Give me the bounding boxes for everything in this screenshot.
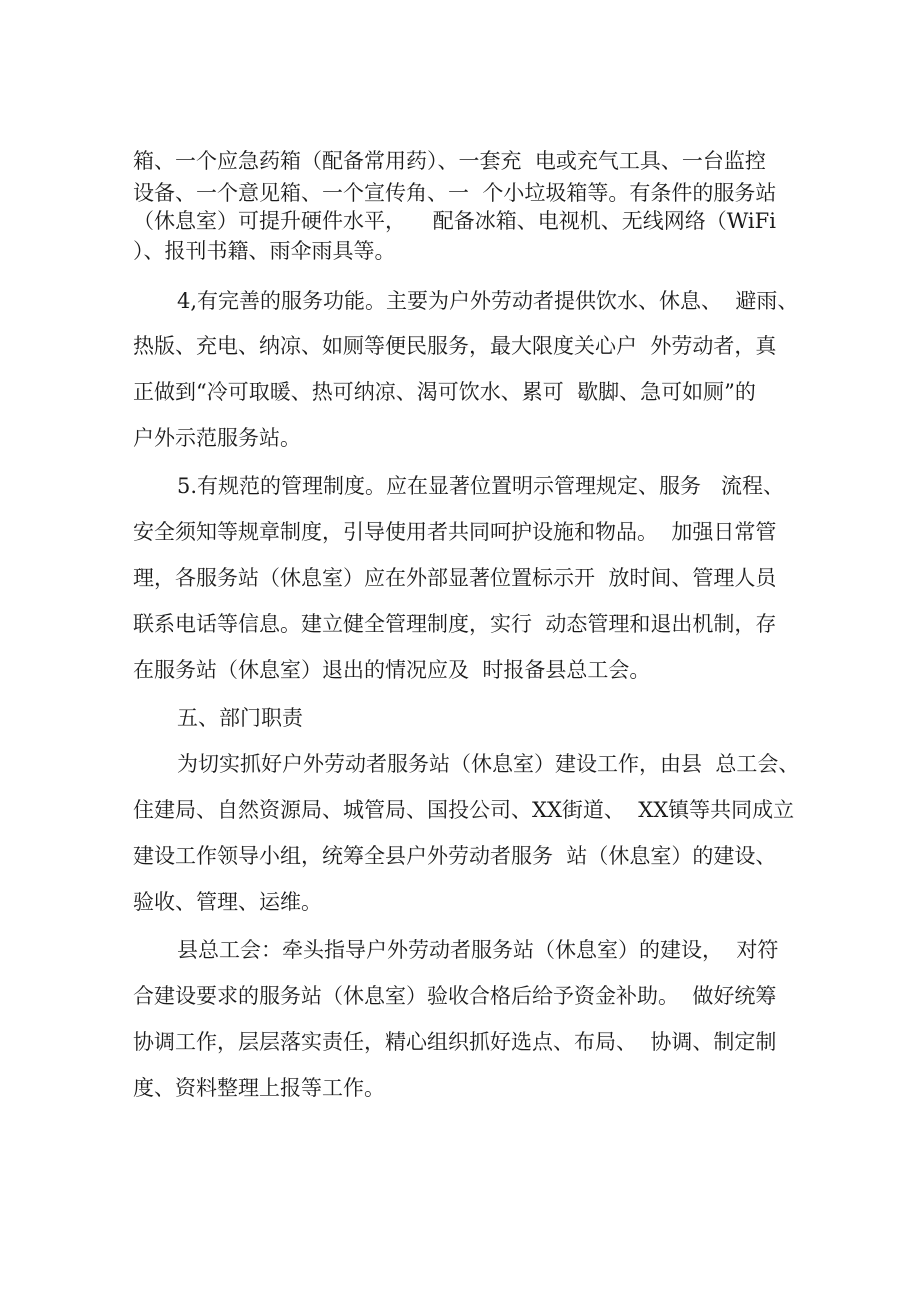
text-line: 联系电话等信息。建立健全管理制度，实行 动态管理和退出机制，存: [133, 612, 777, 636]
text-line: 设备、一个意见箱、一个宣传角、一 个小垃圾箱等。有条件的服务站: [133, 181, 777, 205]
text-line: 住建局、自然资源局、城管局、国投公司、XX街道、 XX镇等共同成立: [133, 798, 795, 822]
text-line: 建设工作领导小组，统筹全县户外劳动者服务 站（休息室）的建设、: [133, 844, 777, 868]
text-line: 协调工作，层层落实责任，精心组织抓好选点、布局、 协调、制定制: [133, 1030, 777, 1054]
text-line: 箱、一个应急药箱（配备常用药）、一套充 电或充气工具、一台监控: [133, 149, 766, 173]
text-line: 5.有规范的管理制度。应在显著位置明示管理规定、服务 流程、: [177, 474, 785, 498]
text-line: 热版、充电、纳凉、如厕等便民服务，最大限度关心户 外劳动者，真: [133, 334, 777, 358]
text-line: 验收、管理、运维。: [133, 890, 322, 914]
text-line: 为切实抓好户外劳动者服务站（休息室）建设工作，由县 总工会、: [177, 752, 800, 776]
text-line: 合建设要求的服务站（休息室）验收合格后给予资金补助。 做好统筹: [133, 984, 777, 1008]
text-line: 理，各服务站（休息室）应在外部显著位置标示开 放时间、管理人员: [133, 566, 777, 590]
text-line: 4,有完善的服务功能。主要为户外劳动者提供饮水、休息、 避雨、: [177, 289, 799, 313]
text-line: 度、资料整理上报等工作。: [133, 1076, 385, 1100]
text-line: （休息室）可提升硬件水平， 配备冰箱、电视机、无线网络（WiFi: [133, 209, 776, 233]
text-line: 户外示范服务站。: [133, 426, 301, 450]
text-line: ）、报刊书籍、雨伞雨具等。: [133, 239, 396, 263]
text-line: 正做到“冷可取暖、热可纳凉、渴可饮水、累可 歇脚、急可如厕”的: [133, 380, 756, 404]
section-heading: 五、部门职责: [177, 706, 303, 730]
text-line: 在服务站（休息室）退出的情况应及 时报备县总工会。: [133, 658, 651, 682]
text-line: 安全须知等规章制度，引导使用者共同呵护设施和物品。 加强日常管: [133, 520, 777, 544]
text-line: 县总工会：牵头指导户外劳动者服务站（休息室）的建设， 对符: [177, 938, 779, 962]
